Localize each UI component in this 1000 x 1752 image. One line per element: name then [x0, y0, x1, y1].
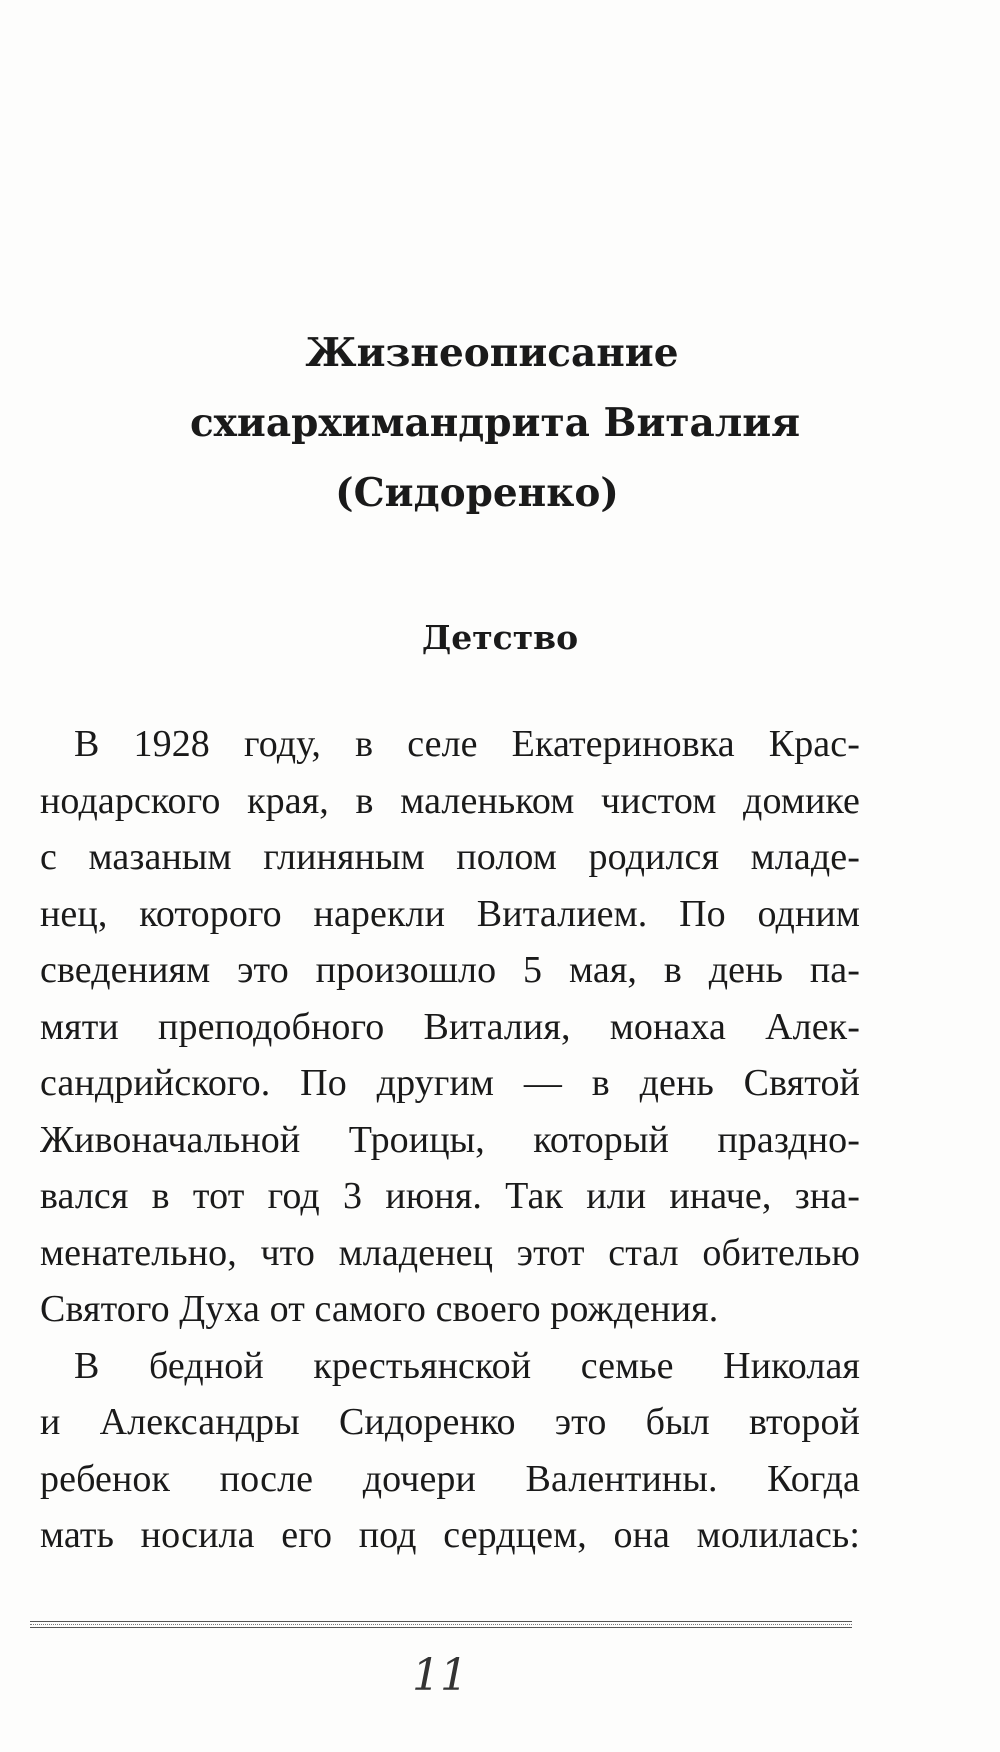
text-line: нец, которого нарекли Виталием. По одним	[40, 892, 860, 935]
text-line: нодарского края, в маленьком чистом домике	[40, 779, 860, 822]
text-line: ребенок после дочери Валентины. Когда	[40, 1457, 860, 1500]
title-line-2: схиархимандрита Виталия	[189, 400, 801, 446]
section-title: Детство	[421, 618, 579, 657]
text-line: с мазаным глиняным полом родился младе-	[40, 836, 860, 878]
text-line: В бедной крестьянской семье Николая	[74, 1344, 860, 1387]
text-line: и Александры Сидоренко это был второй	[40, 1401, 860, 1443]
text-line: сведениям это произошло 5 мая, в день па-	[40, 949, 860, 991]
text-line: вался в тот год 3 июня. Так или иначе, зна-	[40, 1175, 860, 1217]
text-line: менательно, что младенец этот стал обителью	[40, 1231, 860, 1274]
title-line-3: (Сидоренко)	[335, 470, 619, 516]
footer-rule	[30, 1621, 852, 1622]
chapter-title	[0, 318, 1000, 528]
body-text	[40, 716, 860, 1564]
text-line: мать носила его под сердцем, она молилась:	[40, 1514, 860, 1556]
text-line: Святого Духа от самого своего рождения.	[40, 1288, 719, 1330]
text-line: сандрийского. По другим — в день Святой	[40, 1062, 860, 1104]
text-line: Живоначальной Троицы, который праздно-	[40, 1118, 860, 1161]
title-line-1: Жизнеописание	[305, 330, 679, 376]
footer-rule-dotted	[30, 1624, 852, 1625]
text-line: В 1928 году, в селе Екатериновка Крас-	[74, 723, 860, 765]
page-number: 11	[412, 1650, 468, 1701]
footer-rule	[30, 1627, 852, 1628]
text-line: мяти преподобного Виталия, монаха Алек-	[40, 1005, 860, 1048]
